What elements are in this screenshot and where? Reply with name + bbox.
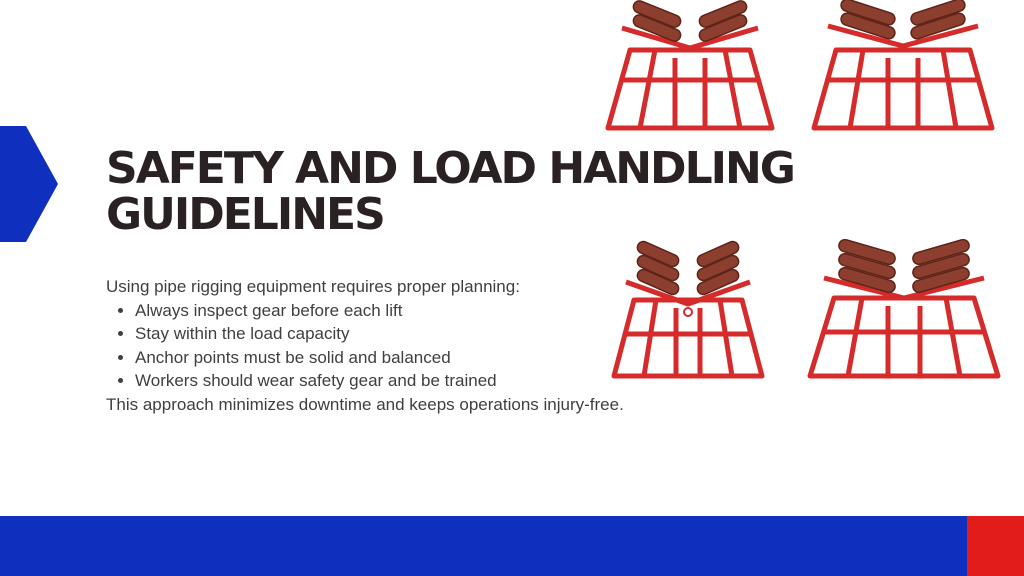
list-item: • Anchor points must be solid and balanced (135, 346, 726, 370)
pipe-roller-stand-image (600, 0, 780, 135)
pipe-roller-stand-graphic (808, 0, 998, 135)
title-line-2: GUIDELINES (106, 189, 384, 240)
list-item: • Workers should wear safety gear and be trained (135, 369, 726, 393)
pipe-roller-stand-graphic (804, 238, 1004, 383)
footer-red-block (967, 516, 1024, 576)
list-item: • Always inspect gear before each lift (135, 299, 726, 323)
blue-chevron-shape (0, 126, 60, 242)
intro-text: Using pipe rigging equipment requires proper planning: (106, 277, 520, 296)
pipe-roller-stand-image (804, 238, 1004, 383)
list-item: • Stay within the load capacity (135, 322, 726, 346)
pipe-roller-stand-image (808, 0, 998, 135)
pipe-roller-stand-image (608, 238, 768, 383)
footer-blue-bar (0, 516, 967, 576)
title-line-1: SAFETY AND LOAD HANDLING (106, 143, 794, 194)
pipe-roller-stand-graphic (600, 0, 780, 135)
closing-text: This approach minimizes downtime and keeps operations injury-free. (106, 394, 624, 414)
slide-title (106, 143, 826, 240)
pipe-roller-stand-graphic (608, 238, 768, 383)
